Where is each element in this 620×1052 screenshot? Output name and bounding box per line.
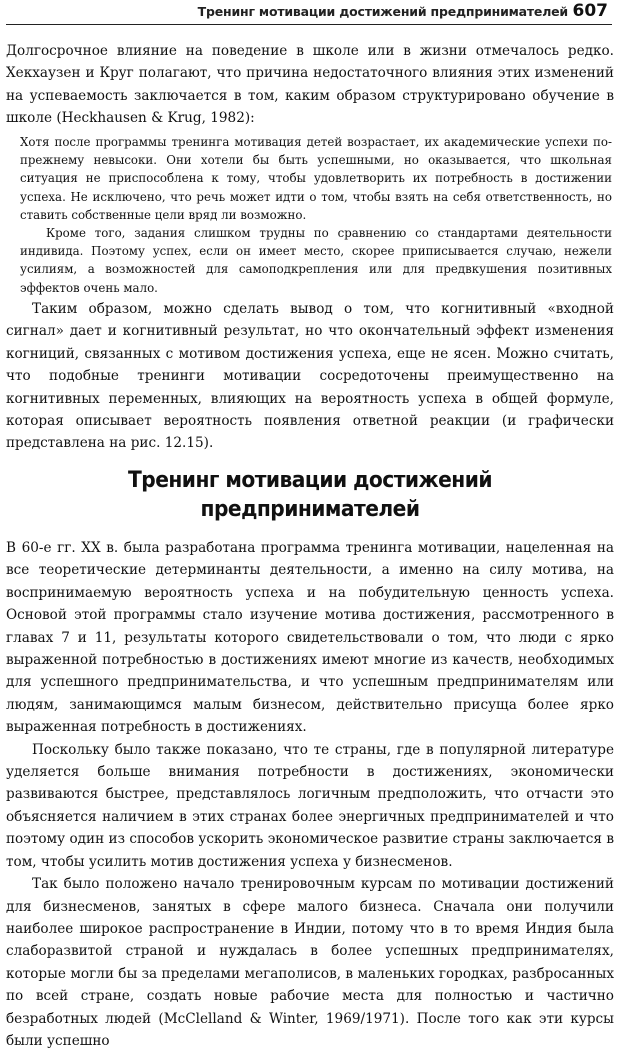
section-paragraph-3: Так было положено начало тренировочным курсам по мотивации достижений для бизнесменов, занятых в сфере малого бизнеса. Сначала они получили наиболее широкое распространение в Индии, потому что в то время Индия была слаборазвитой страной и нуждалась в более успешных предпринимателях, которые могли бы за пределами мегаполисов, в маленьких городках, разбросанных по всей стране, создать новые рабочие места для полностью и частично безработных людей (McClelland & Winter, 1969/1971). После того как эти курсы были успешно	[6, 876, 614, 1049]
quote-paragraph-2: Кроме того, задания слишком трудны по сравнению со стандартами деятельности индивида. Поэтому успех, если он имеет место, скорее приписывается случаю, нежели усилиям, а возможностей для самоподкрепления или для предвкушения позитивных эффектов очень мало.	[20, 226, 612, 295]
paragraph-conclusion: Таким образом, можно сделать вывод о том, что когнитивный «входной сигнал» дает и когнитивный результат, но что окончательный эффект изменения когниций, связанных с мотивом достижения успеха, еще не ясен. Можно считать, что подобные тренинги мотивации сосредоточены преимущественно на когнитивных переменных, влияющих на вероятность успеха в общей формуле, которая описывает вероятность появления ответной реакции (и графически представлена на рис. 12.15).	[6, 301, 614, 452]
block-quote	[20, 133, 612, 297]
paragraph-intro: Долгосрочное влияние на поведение в школе или в жизни отмечалось редко. Хекхаузен и Круг полагают, что причина недостаточного влияния этих изменений на успеваемость заключается в том, каким образом структурировано обучение в школе (Heckhausen & Krug, 1982):	[6, 43, 614, 127]
quote-paragraph-1: Хотя после программы тренинга мотивация детей возрастает, их академические успехи по-прежнему невысоки. Они хотели бы быть успешными, но оказывается, что школьная ситуация не приспособлена к тому, чтобы удовлетворить их потребность в достижении успеха. Не исключено, что речь может идти о том, чтобы взять на себя ответственность, но ставить собственные цели вряд ли возможно.	[20, 135, 612, 222]
page-number: 607	[572, 1, 608, 21]
section-heading-line-1: Тренинг мотивации достижений	[128, 468, 492, 493]
running-header	[6, 2, 612, 25]
section-body	[6, 537, 614, 1052]
section-heading-line-2: предпринимателей	[200, 497, 420, 522]
section-paragraph-1: В 60-е гг. XX в. была разработана программа тренинга мотивации, нацеленная на все теоретические детерминанты деятельности, а именно на силу мотива, на воспринимаемую вероятность успеха и на побудительную ценность успеха. Основой этой программы стало изучение мотива достижения, рассмотренного в главах 7 и 11, результаты которого свидетельствовали о том, что люди с ярко выраженной потребностью в достижениях имеют многие из качеств, необходимых для успешного предпринимательства, и что успешным предпринимателям или людям, занимающимся малым бизнесом, действительно присуща более ярко выраженная потребность в достижениях.	[6, 540, 614, 736]
section-paragraph-2: Поскольку было также показано, что те страны, где в популярной литературе уделяется больше внимания потребности в достижениях, экономически развиваются быстрее, представлялось логичным предположить, что отчасти это объясняется наличием в этих странах более энергичных предпринимателей и что поэтому один из способов ускорить экономическое развитие страны заключается в том, чтобы усилить мотив достижения успеха у бизнесменов.	[6, 741, 614, 870]
section-heading	[117, 466, 503, 524]
running-title: Тренинг мотивации достижений предпринимателей	[197, 4, 568, 19]
